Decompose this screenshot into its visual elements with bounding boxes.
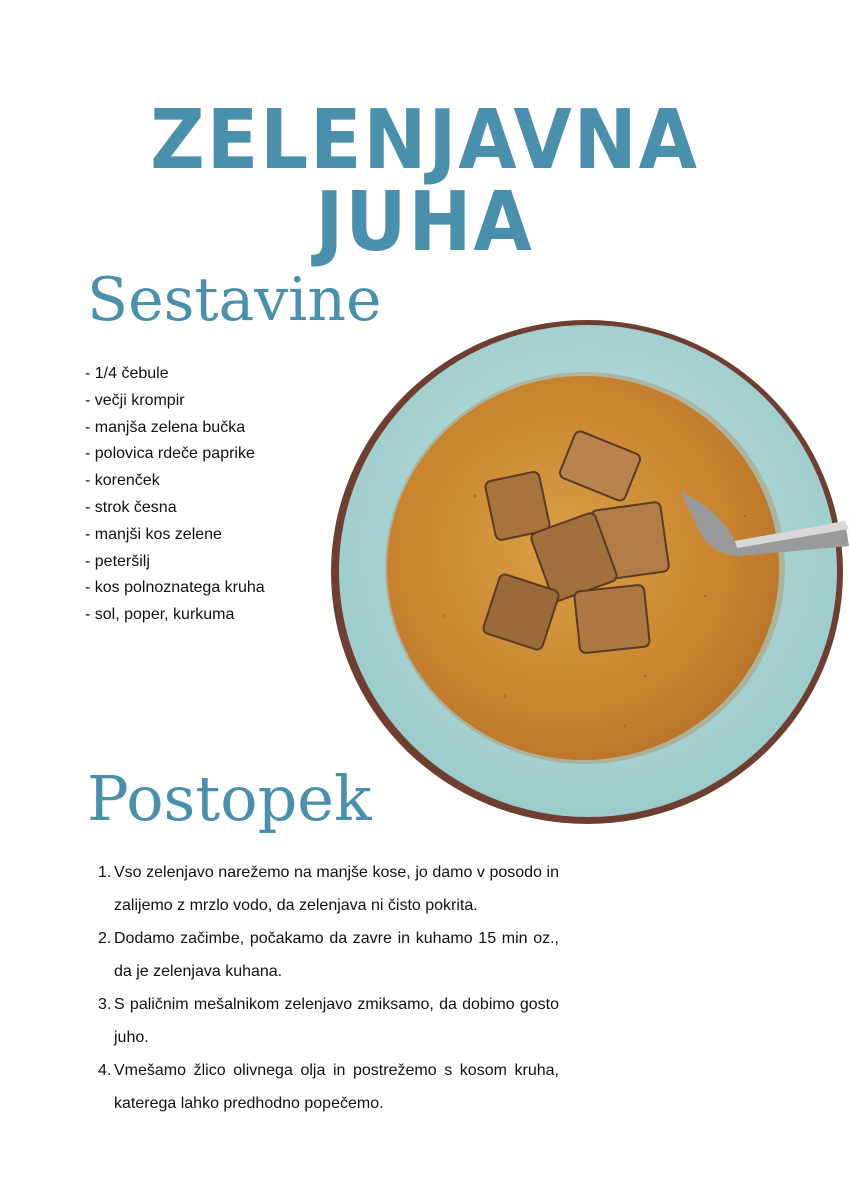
step-item — [96, 856, 559, 922]
ingredient-item: - sol, poper, kurkuma — [85, 602, 265, 629]
ingredient-item: - večji krompir — [85, 388, 265, 415]
ingredients-list — [85, 361, 265, 629]
ingredient-item: - manjši kos zelene — [85, 522, 265, 549]
step-text: S paličnim mešalnikom zelenjavo zmiksamo, da dobimo gosto juho. — [114, 996, 559, 1046]
ingredient-item: - strok česna — [85, 495, 265, 522]
recipe-title: ZELENJAVNA JUHA — [150, 93, 699, 270]
step-number: 4. — [98, 1062, 112, 1079]
method-heading: Postopek — [87, 762, 372, 835]
step-number: 3. — [98, 996, 112, 1013]
step-item — [96, 1054, 559, 1120]
ingredient-item: - 1/4 čebule — [85, 361, 265, 388]
step-text: Vso zelenjavo narežemo na manjše kose, jo damo v posodo in zalijemo z mrzlo vodo, da zelenjava ni čisto pokrita. — [114, 864, 559, 914]
ingredient-item: - kos polnoznatega kruha — [85, 575, 265, 602]
ingredient-item: - peteršilj — [85, 549, 265, 576]
ingredient-item: - polovica rdeče paprike — [85, 441, 265, 468]
step-item — [96, 988, 559, 1054]
ingredients-heading: Sestavine — [87, 265, 382, 335]
ingredient-item: - korenček — [85, 468, 265, 495]
step-text: Vmešamo žlico olivnega olja in postrežemo s kosom kruha, katerega lahko predhodno popečemo. — [114, 1062, 559, 1112]
soup-bowl-photo — [325, 316, 849, 828]
method-steps — [96, 856, 559, 1120]
step-text: Dodamo začimbe, počakamo da zavre in kuhamo 15 min oz., da je zelenjava kuhana. — [114, 930, 559, 980]
ingredient-item: - manjša zelena bučka — [85, 415, 265, 442]
step-number: 1. — [98, 864, 112, 881]
step-number: 2. — [98, 930, 112, 947]
step-item — [96, 922, 559, 988]
